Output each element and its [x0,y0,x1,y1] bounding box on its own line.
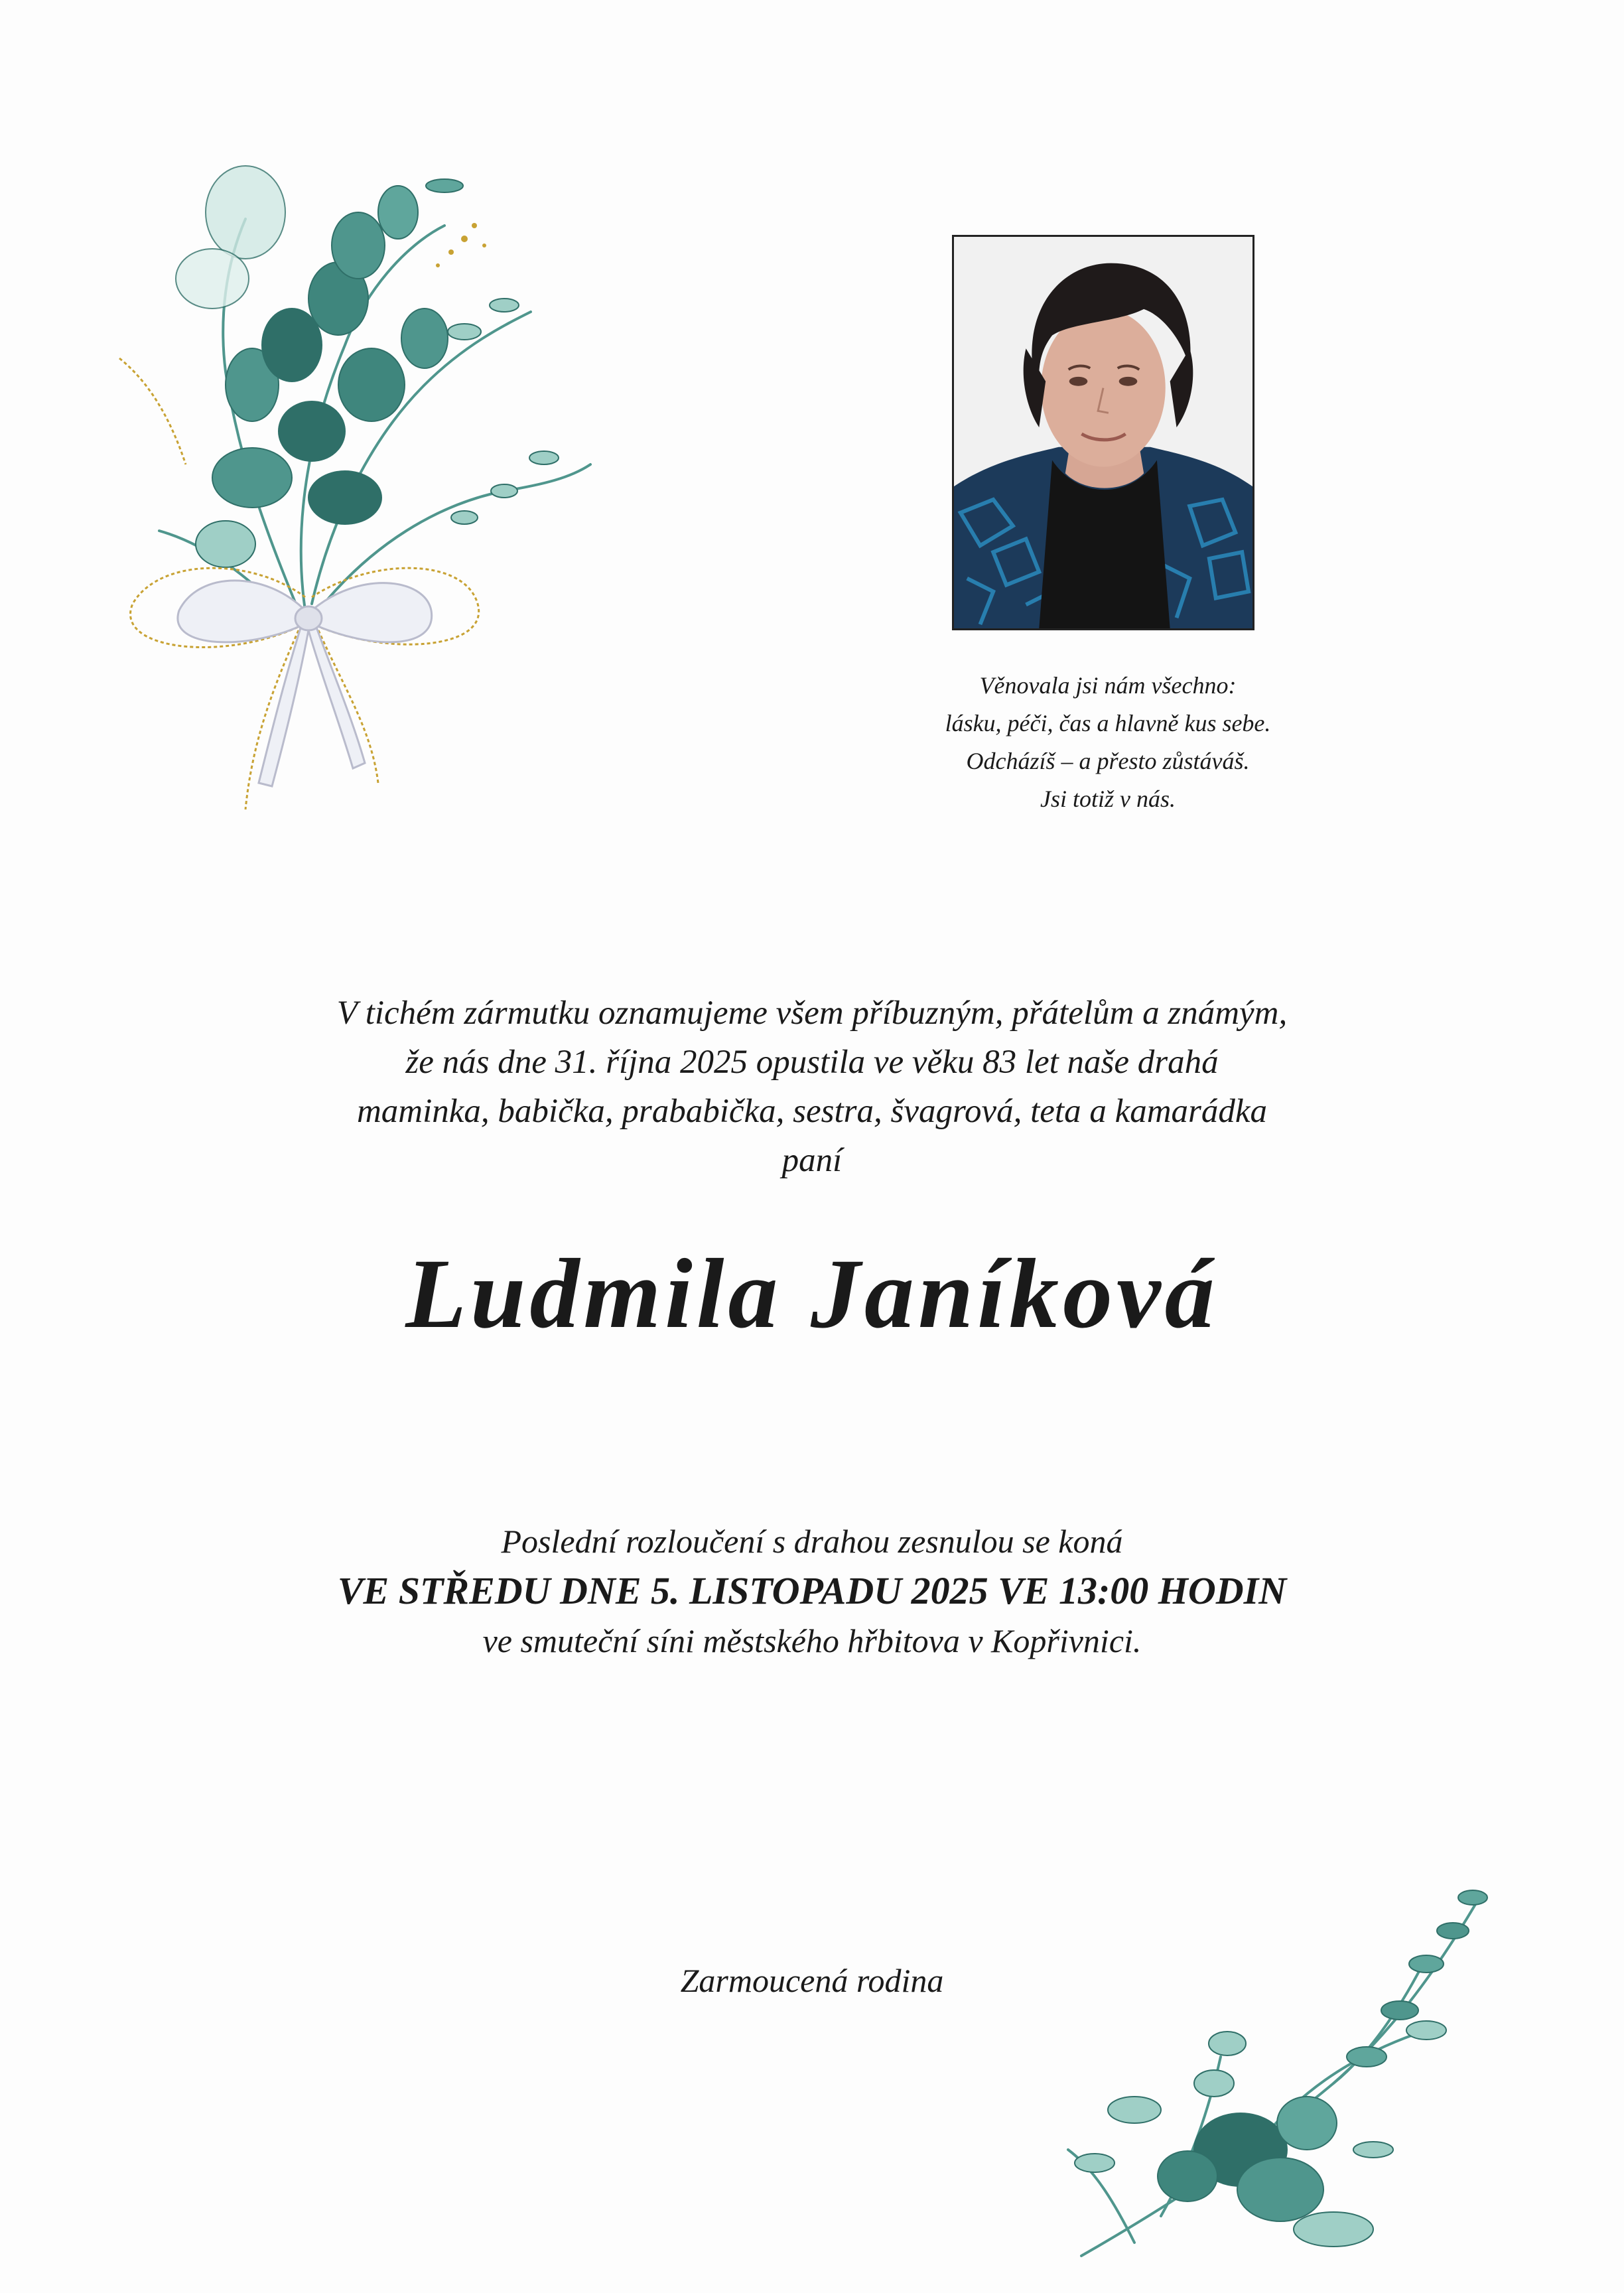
eucalyptus-bouquet-illustration [93,146,610,863]
ceremony-info [82,1518,1542,1664]
announcement-line: paní [781,1142,843,1179]
poem-line: lásku, péči, čas a hlavně kus sebe. [945,710,1271,736]
announcement-line: maminka, babička, prababička, sestra, švagrová, teta a kamarádka [356,1093,1268,1130]
bouquet-leaves [176,166,559,567]
portrait-photo-frame [952,235,1254,630]
announcement-line: že nás dne 31. října 2025 opustila ve věku 83 let naše drahá [405,1044,1219,1081]
poem-line: Věnovala jsi nám všechno: [979,672,1237,699]
white-ribbon-bow [178,581,432,786]
poem-line: Jsi totiž v nás. [1040,786,1176,812]
announcement-text [149,989,1475,1185]
family-signature: Zarmoucená rodina [680,1962,944,1999]
gold-dots [436,223,486,267]
deceased-name: Ludmila Janíková [405,1239,1219,1349]
announcement-line: V tichém zármutku oznamujeme všem příbuzným, přátelům a známým, [336,995,1288,1032]
eucalyptus-branch-illustration [1055,1858,1513,2282]
branch-leaves [1075,1890,1487,2247]
ceremony-intro: Poslední rozloučení s drahou zesnulou se koná [501,1523,1123,1560]
poem-line: Odcházíš – a přesto zůstáváš. [966,748,1250,774]
portrait-photo-icon [954,237,1252,628]
ceremony-datetime: VE STŘEDU DNE 5. LISTOPADU 2025 VE 13:00 HODIN [337,1569,1287,1612]
poem [849,667,1367,818]
ceremony-place: ve smuteční síni městského hřbitova v Kopřivnici. [482,1622,1142,1659]
